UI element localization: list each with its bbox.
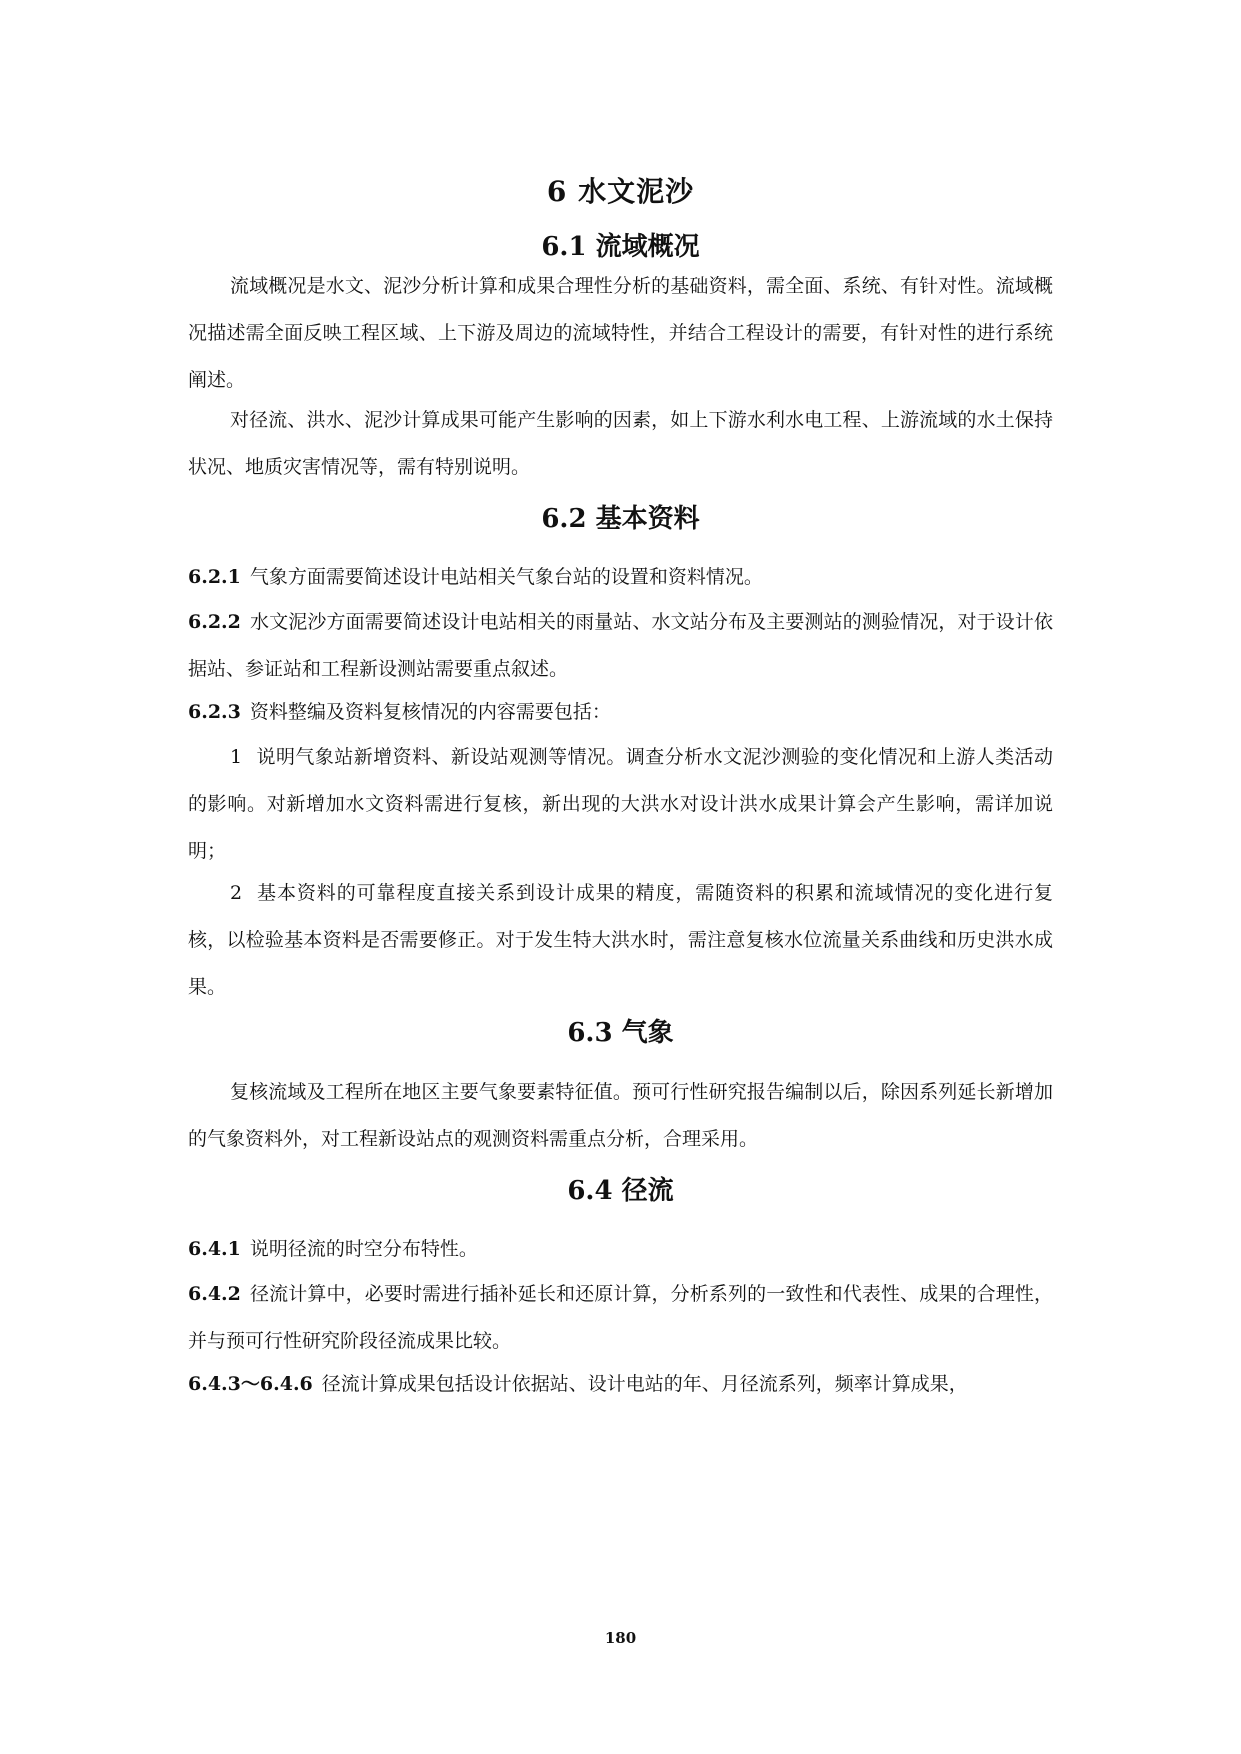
section-title-6-2: 6.2 基本资料 — [541, 504, 700, 534]
clause-text: 径流计算成果包括设计依据站、设计电站的年、月径流系列，频率计算成果， — [321, 1373, 968, 1395]
list-item-1 — [188, 734, 1053, 875]
item-number: 1 — [230, 746, 243, 768]
document-page — [188, 0, 1053, 1754]
clause-6-4-2 — [188, 1271, 1053, 1365]
paragraph: 流域概况是水文、泥沙分析计算和成果合理性分析的基础资料，需全面、系统、有针对性。流域概况描述需全面反映工程区域、上下游及周边的流域特性，并结合工程设计的需要，有针对性的进行系统阐述。 — [188, 275, 1053, 391]
section-title-6-3: 6.3 气象 — [567, 1018, 674, 1048]
clause-number: 6.4.3～6.4.6 — [188, 1373, 313, 1395]
clause-6-4-1 — [188, 1226, 1053, 1273]
clause-number: 6.2.3 — [188, 701, 241, 723]
item-text: 说明气象站新增资料、新设站观测等情况。调查分析水文泥沙测验的变化情况和上游人类活动的影响。对新增加水文资料需进行复核，新出现的大洪水对设计洪水成果计算会产生影响，需详加说明； — [188, 746, 1053, 862]
clause-text: 径流计算中，必要时需进行插补延长和还原计算，分析系列的一致性和代表性、成果的合理性，并与预可行性研究阶段径流成果比较。 — [188, 1283, 1053, 1352]
clause-number: 6.4.2 — [188, 1283, 241, 1305]
clause-6-2-3 — [188, 689, 1053, 736]
clause-number: 6.2.1 — [188, 566, 241, 588]
chapter-title: 6 水文泥沙 — [546, 175, 695, 208]
clause-6-2-1 — [188, 554, 1053, 601]
clause-text: 说明径流的时空分布特性。 — [249, 1238, 478, 1260]
clause-text: 气象方面需要简述设计电站相关气象台站的设置和资料情况。 — [249, 566, 763, 588]
paragraph: 对径流、洪水、泥沙计算成果可能产生影响的因素，如上下游水利水电工程、上游流域的水土保持状况、地质灾害情况等，需有特别说明。 — [188, 409, 1053, 478]
section-title-6-4: 6.4 径流 — [567, 1176, 674, 1206]
list-item-2 — [188, 870, 1053, 1011]
clause-6-2-2 — [188, 599, 1053, 693]
clause-number: 6.2.2 — [188, 611, 241, 633]
clause-6-4-3-to-6-4-6 — [188, 1361, 1053, 1408]
item-number: 2 — [230, 882, 243, 904]
clause-text: 水文泥沙方面需要简述设计电站相关的雨量站、水文站分布及主要测站的测验情况，对于设计依据站、参证站和工程新设测站需要重点叙述。 — [188, 611, 1053, 680]
clause-number: 6.4.1 — [188, 1238, 241, 1260]
item-text: 基本资料的可靠程度直接关系到设计成果的精度，需随资料的积累和流域情况的变化进行复核，以检验基本资料是否需要修正。对于发生特大洪水时，需注意复核水位流量关系曲线和历史洪水成果。 — [188, 882, 1053, 998]
section-title-6-1: 6.1 流域概况 — [541, 232, 700, 262]
page-number: 180 — [604, 1629, 637, 1647]
clause-text: 资料整编及资料复核情况的内容需要包括： — [249, 701, 611, 723]
paragraph: 复核流域及工程所在地区主要气象要素特征值。预可行性研究报告编制以后，除因系列延长新增加的气象资料外，对工程新设站点的观测资料需重点分析，合理采用。 — [188, 1081, 1053, 1150]
